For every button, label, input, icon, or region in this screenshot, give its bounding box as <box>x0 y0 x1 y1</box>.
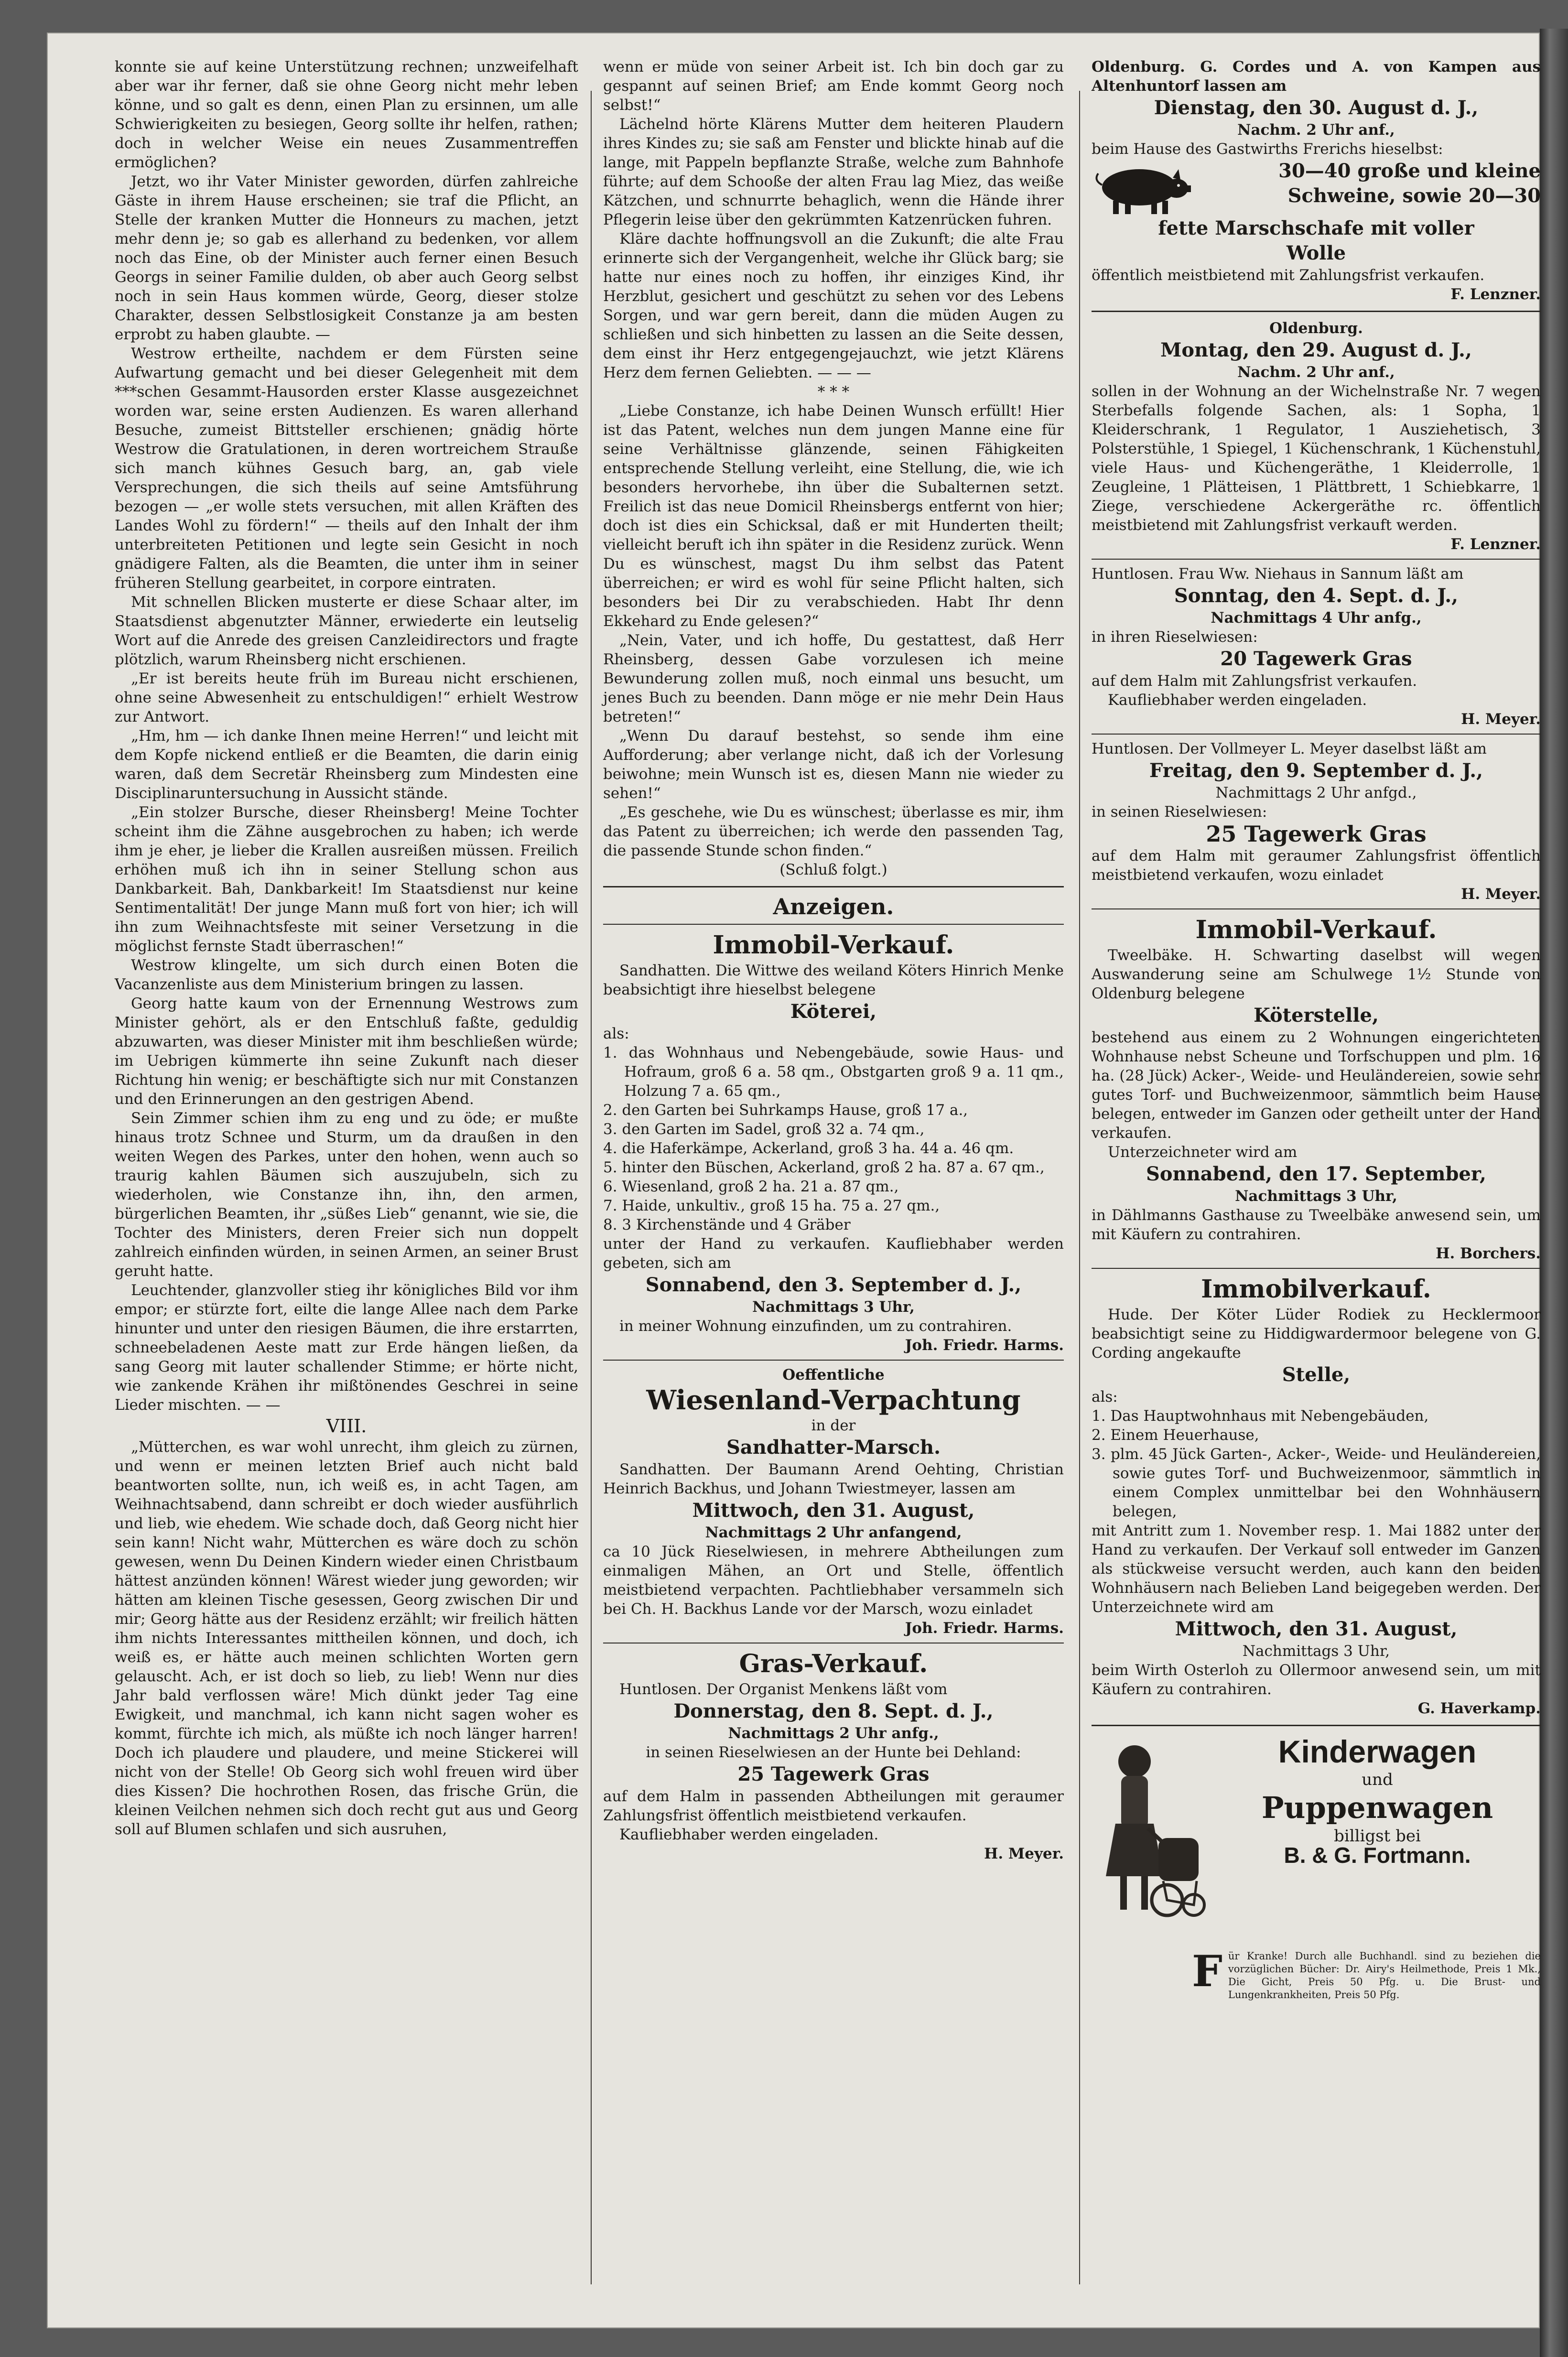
list-item: 3. den Garten im Sadel, groß 32 a. 74 qm., <box>603 1121 925 1138</box>
ad-text: ür Kranke! Durch alle Buchhandl. sind zu beziehen die vorzüglichen Bücher: Dr. Airy's Heilmethode, Preis 1 Mk., Die Gicht, Preis 50 Pfg. u. Die Brust- und Lungenkrankheiten, Preis 50 Pfg. <box>1228 1950 1541 2000</box>
paragraph: „Es geschehe, wie Du es wünschest; überlasse es mir, ihm das Patent zu überreichen; ich werde den passenden Tag, die passende Stunde schon finden.“ <box>603 804 1064 859</box>
ad-time: Nachm. 2 Uhr anf., <box>1237 364 1395 381</box>
ad-date: Sonnabend, den 3. September d. J., <box>645 1274 1022 1296</box>
section-stars: * * * <box>817 383 850 400</box>
ad-big-text: Wolle <box>1286 242 1346 264</box>
ad-kinderwagen-text <box>1214 1733 1541 1868</box>
ad-title: Puppenwagen <box>1261 1790 1493 1825</box>
ad-title: Immobil-Verkauf. <box>713 930 954 960</box>
list-item: 5. hinter den Büschen, Ackerland, groß 2 ha. 87 a. 67 qm., <box>603 1159 1045 1176</box>
ad-text: und <box>1362 1770 1393 1789</box>
ad-vollmeyer <box>1092 739 1541 904</box>
property-list <box>1092 1406 1541 1521</box>
ad-text: mit Antritt zum 1. November resp. 1. Mai 1882 unter der Hand zu verkaufen. Der Verkauf soll entweder im Ganzen als stückweise versucht werden, auch kann den beiden Wohnhäusern nach Belieben Land beigegeben werden. Der Unterzeichnete wird am <box>1092 1522 1541 1616</box>
ad-signature: Joh. Friedr. Harms. <box>905 1620 1064 1637</box>
list-item: 1. das Wohnhaus und Nebengebäude, sowie Haus- und Hofraum, groß 6 a. 58 qm., Obstgarten groß 9 a. 11 qm., Holzung 7 a. 65 qm., <box>603 1044 1064 1100</box>
divider <box>1092 559 1541 560</box>
ad-text: in Dählmanns Gasthause zu Tweelbäke anwesend sein, um mit Käufern zu contrahiren. <box>1092 1207 1541 1243</box>
ad-date: Freitag, den 9. September d. J., <box>1149 759 1483 782</box>
ad-text: beim Hause des Gastwirths Frerichs hieselbst: <box>1092 141 1443 158</box>
list-item: 6. Wiesenland, groß 2 ha. 21 a. 87 qm., <box>603 1178 899 1195</box>
ad-text: billigst bei <box>1334 1827 1421 1846</box>
ad-signature: F. Lenzner. <box>1450 536 1541 553</box>
ad-text: Tweelbäke. H. Schwarting daselbst will wegen Auswanderung seine am Schulwege 1½ Stunde von Oldenburg belegene <box>1092 947 1541 1002</box>
paragraph: „Liebe Constanze, ich habe Deinen Wunsch erfüllt! Hier ist das Patent, welches nun dem jungen Manne eine für seine Verhältnisse glänzende, seinen Fähigkeiten entsprechende Stellung verleiht, eine Stellung, die, wie ich besonders hervorhebe, ihn über die Subalternen setzt. Freilich ist das neue Domicil Rheinsbergs entfernt von hier; doch ist dies ein Schicksal, daß er mit Hunderten theilt; vielleicht beruft ich ihn später in die Residenz zurück. Wenn Du es wünschest, magst Du ihm selbst das Patent überreichen; er wird es wohl für seine Pflicht halten, sich besonders bei Dir zu verabschieden. Habt Ihr denn Ekkehard zu Ende gelesen?“ <box>603 402 1064 630</box>
ad-time: Nachmittags 2 Uhr anfgd., <box>1215 784 1417 801</box>
column-rule <box>591 91 592 2284</box>
divider <box>1092 1268 1541 1269</box>
paragraph: „Nein, Vater, und ich hoffe, Du gestattest, daß Herr Rheinsberg, dessen Gabe vorzulesen ich meine Bewunderung zollen muß, noch einmal uns besucht, um jenes Buch zu beenden. Dann möge er nie mehr Dein Haus betreten!“ <box>603 632 1064 725</box>
paragraph: „Mütterchen, es war wohl unrecht, ihm gleich zu zürnen, und wenn er meinen letzten Brief auch nicht bald beantworten sollte, nun, ich weiß es, in acht Tagen, am Weihnachtsabend, dann schreibt er doch wieder ausführlich und lieb, wie ehedem. Wie schade doch, daß Georg nicht hier sein kann! Nicht wahr, Mütterchen es wäre doch zu schön gewesen, wenn Du Deinen Kindern wieder einen Christbaum hättest anzünden können! Wärest wieder jung geworden; wir hätten am kleinen Tische gesessen, Georg zwischen Dir und mir; Georg hätte aus der Residenz erzählt; wir freilich hätten ihm nichts Interessantes mittheilen können, und doch, ich weiß es, er hätte auch meinen schlichten Worten gern gelauscht. Ach, er ist doch so lieb, zu lieb! Wenn nur dies Jahr bald verflossen wäre! Mich dünkt jeder Tag eine Ewigkeit, und manchmal, ich kann nicht sagen woher es kommt, fürchte ich mich, als müßte ich noch länger harren! Doch ich plaudere und plaudere, und meine Stickerei will nicht von der Stelle! Ob Georg sich wohl freuen wird über dies Kissen? Die hochrothen Rosen, das frische Grün, die kleinen Veilchen nehmen sich doch recht gut aus und Georg soll auf Blumen schlafen und sich ausruhen, <box>115 1438 578 1838</box>
list-item: 7. Haide, unkultiv., groß 15 ha. 75 a. 27 qm., <box>603 1197 940 1214</box>
section-number: VIII. <box>326 1416 367 1437</box>
ad-date: Mittwoch, den 31. August, <box>1175 1618 1458 1640</box>
ad-object: Stelle, <box>1282 1363 1351 1386</box>
ad-oldenburg-montag <box>1092 319 1541 554</box>
ad-text: Huntlosen. Der Vollmeyer L. Meyer daselbst läßt am <box>1092 740 1487 757</box>
ad-kinderwagen <box>1092 1733 1541 1943</box>
ad-title: Kinderwagen <box>1278 1734 1477 1769</box>
paragraph: Mit schnellen Blicken musterte er diese Schaar alter, im Staatsdienst abgenutzter Männer, erwiederte ein leutselig Wort auf die Anrede des greisen Canzleidirectors und fragte plötzlich, warum Rheinsberg nicht erschienen. <box>115 594 578 668</box>
ad-niehaus <box>1092 564 1541 729</box>
paragraph: Westrow klingelte, um sich durch einen Boten die Vacanzenliste aus dem Ministerium bringen zu lassen. <box>115 957 578 993</box>
ad-object: Köterstelle, <box>1254 1004 1379 1027</box>
divider <box>1092 908 1541 909</box>
ad-signature: H. Borchers. <box>1436 1245 1541 1262</box>
ad-text: in der <box>811 1417 856 1434</box>
ads-heading: Anzeigen. <box>773 894 894 919</box>
ad-date: Mittwoch, den 31. August, <box>692 1499 975 1522</box>
list-item: 8. 3 Kirchenstände und 4 Gräber <box>603 1216 851 1233</box>
ad-livestock <box>1092 159 1541 216</box>
ad-pretitle: Oeffentliche <box>782 1366 885 1384</box>
ad-grasverkauf <box>603 1648 1064 1863</box>
ad-signature: G. Haverkamp. <box>1417 1700 1541 1717</box>
ad-time: Nachmittags 3 Uhr, <box>752 1298 915 1316</box>
ad-text: Hude. Der Köter Lüder Rodiek zu Hecklermoor beabsichtigt seine zu Hiddigwardermoor belegene von G. Cording angekaufte <box>1092 1306 1541 1362</box>
paragraph: Westrow ertheilte, nachdem er dem Fürsten seine Aufwartung gemacht und bei dieser Gelegenheit mit dem ***schen Gesammt-Hausorden erster Klasse ausgezeichnet worden war, seine ersten Audienzen. Es waren allerhand Besuche, zumeist Bittsteller erschienen; gnädig hörte Westrow die Gratulationen, in deren wortreichem Strauße sich manch kühnes Gesuch barg, an, gab viele Versprechungen, die sich theils auf seine Amtsführung bezogen — „er wolle stets versuchen, mit allen Kräften des Landes Wohl zu fördern!“ — theils auf den Inhalt der ihm unterbreiteten Petitionen und legte sein Gesicht in noch gnädigere Falten, als die Beamten, die unter ihm in seiner früheren Stellung gearbeitet, in corpore eintraten. <box>115 345 578 592</box>
paragraph: Kläre dachte hoffnungsvoll an die Zukunft; die alte Frau erinnerte sich der Vergangenheit, welche ihr Glück barg; sie hatte nur eines noch zu hoffen, ihr einziges Kind, ihr Herzblut, gesichert und geschützt zu sehen vor des Lebens Sorgen, und war gern bereit, dann die müden Augen zu schließen und sich hinbetten zu lassen an die Seite dessen, dem einst ihr Herz entgegengejauchzt, wie jetzt Klärens Herz dem fernen Geliebten. — — — <box>603 230 1064 381</box>
list-item: 2. den Garten bei Suhrkamps Hause, groß 17 a., <box>603 1102 968 1119</box>
divider <box>603 886 1064 887</box>
paragraph: „Ein stolzer Bursche, dieser Rheinsberg! Meine Tochter scheint ihm die Zähne ausgebrochen zu haben; ich werde ihm je eher, je lieber die Krallen ausreißen müssen. Freilich erhöhen muß ich ihn in seiner Stellung schon aus Dankbarkeit. Bah, Dankbarkeit! Im Staatsdienst nur keine Sentimentalität! Der junge Mann muß fort von hier; ich will ihn zum Weihnachtsfeste mit seiner Versetzung in die möglichst fernste Stadt überraschen!“ <box>115 804 578 955</box>
ad-time: Nachmittags 2 Uhr anfangend, <box>705 1524 962 1541</box>
ad-signature: H. Meyer. <box>1461 886 1541 903</box>
ad-text: in seinen Rieselwiesen an der Hunte bei Dehland: <box>646 1744 1021 1761</box>
ad-title: Gras-Verkauf. <box>739 1649 928 1678</box>
ad-time: Nachm. 2 Uhr anf., <box>1237 121 1395 139</box>
ad-koeterei <box>603 930 1064 1355</box>
ad-title: Immobilverkauf. <box>1201 1275 1431 1304</box>
paragraph: „Hm, hm — ich danke Ihnen meine Herren!“ und leicht mit dem Kopfe nickend entließ er die Beamten, die darin einig waren, daß dem Secretär Rheinsberg zum Mindesten eine Disciplinaruntersuchung in Aussicht stände. <box>115 727 578 802</box>
ad-text: in meiner Wohnung einzufinden, um zu contrahiren. <box>619 1318 1012 1335</box>
paragraph: „Wenn Du darauf bestehst, so sende ihm eine Aufforderung; aber verlange nicht, daß ich der Vorlesung beiwohne; mein Wunsch ist es, diesen Mann nie wieder zu sehen!“ <box>603 727 1064 802</box>
ad-object: Köterei, <box>790 1000 877 1023</box>
ad-text: in seinen Rieselwiesen: <box>1092 803 1267 821</box>
ad-big-text: 30—40 große und kleine <box>1278 160 1541 182</box>
ad-date: Sonntag, den 4. Sept. d. J., <box>1174 584 1459 607</box>
ad-time: Nachmittags 3 Uhr, <box>1235 1188 1397 1205</box>
ad-firm: B. & G. Fortmann. <box>1284 1843 1471 1868</box>
ad-text: sollen in der Wohnung an der Wichelnstraße Nr. 7 wegen Sterbefalls folgende Sachen, als: 1 Sopha, 1 Kleiderschrank, 1 Regulator, 1 Ausziehetisch, 3 Polsterstühle, 1 Spiegel, 1 Küchenschrank, 1 Küchenstuhl, viele Haus- und Küchengeräthe, 1 Kleiderrolle, 1 Zeugleine, 1 Plätteisen, 1 Plättbrett, 1 Schiebkarre, 1 Ziege, verschiedene Ackergeräthe rc. öffentlich meistbietend mit Zahlungsfrist verkauft werden. <box>1092 383 1541 534</box>
ad-signature: H. Meyer. <box>1461 711 1541 728</box>
ad-text: Sandhatten. Die Wittwe des weiland Köters Hinrich Menke beabsichtigt ihre hieselbst belegene <box>603 962 1064 998</box>
ad-schweine <box>1092 57 1541 304</box>
ad-koeterstelle <box>1092 914 1541 1263</box>
column-2 <box>603 57 1064 1863</box>
ad-text: Huntlosen. Der Organist Menkens läßt vom <box>619 1681 948 1698</box>
divider <box>1092 311 1541 312</box>
list-item: 1. Das Hauptwohnhaus mit Nebengebäuden, <box>1092 1407 1429 1425</box>
ad-text: auf dem Halm mit geraumer Zahlungsfrist öffentlich meistbietend verkaufen, wozu einladet <box>1092 847 1541 884</box>
ad-text: öffentlich meistbietend mit Zahlungsfrist verkaufen. <box>1092 267 1485 284</box>
ad-title: Wiesenland-Verpachtung <box>646 1384 1021 1416</box>
ad-signature: F. Lenzner. <box>1450 286 1541 303</box>
ad-text: Kaufliebhaber werden eingeladen. <box>1108 692 1367 709</box>
ad-big-text: 20 Tagewerk Gras <box>1220 648 1412 670</box>
divider <box>1092 1725 1541 1726</box>
ad-signature: H. Meyer. <box>984 1845 1064 1862</box>
ad-text: bestehend aus einem zu 2 Wohnungen eingerichteten Wohnhause nebst Scheune und Torfschuppen und plm. 16 ha. (28 Jück) Acker-, Weide- und Heuländereien, sowie sehr gutes Torf- und Buchweizenmoor, sämmtlich beim Hause belegen, entweder im Ganzen oder getheilt unter der Hand verkaufen. <box>1092 1029 1541 1142</box>
paragraph: „Er ist bereits heute früh im Bureau nicht erschienen, ohne seine Abwesenheit zu entschuldigen!“ erhielt Westrow zur Antwort. <box>115 670 578 725</box>
divider <box>1092 734 1541 735</box>
child-with-pram-icon <box>1092 1733 1206 1943</box>
column-3 <box>1092 57 1541 2001</box>
paragraph: Georg hatte kaum von der Ernennung Westrows zum Minister gehört, als er den Entschluß faßte, geduldig abzuwarten, was dieser Minister mit ihm beschließen würde; im Uebrigen kümmerte ihn seine Zukunft nach dieser Richtung hin wenig; er beschäftigte sich nur mit Constanzen und den Erinnerungen an den gestrigen Abend. <box>115 995 578 1108</box>
ad-text: als: <box>1092 1388 1118 1406</box>
ad-text: als: <box>603 1025 629 1042</box>
paragraph: wenn er müde von seiner Arbeit ist. Ich bin doch gar zu gespannt auf seinen Brief; am Ende kommt Georg noch selbst!“ <box>603 58 1064 114</box>
page-edge <box>1540 29 1568 2357</box>
ad-time: Nachmittags 2 Uhr anfg., <box>728 1725 939 1742</box>
property-list <box>603 1043 1064 1234</box>
ad-place: Oldenburg. <box>1269 320 1363 337</box>
ad-time: Nachmittags 3 Uhr, <box>1242 1643 1390 1660</box>
ad-text: auf dem Halm in passenden Abtheilungen mit geraumer Zahlungsfrist öffentlich meistbietend verkaufen. <box>603 1788 1064 1824</box>
list-item: 3. plm. 45 Jück Garten-, Acker-, Weide- und Heuländereien, sowie gutes Torf- und Buchweizenmoor, sämmtlich in einem Complex unmittelbar bei den Wohnhäusern belegen, <box>1092 1446 1541 1520</box>
ad-text: unter der Hand zu verkaufen. Kaufliebhaber werden gebeten, sich am <box>603 1235 1064 1272</box>
ad-text: Huntlosen. Frau Ww. Niehaus in Sannum läßt am <box>1092 565 1464 583</box>
ad-text: Kaufliebhaber werden eingeladen. <box>619 1826 879 1843</box>
ad-text: in ihren Rieselwiesen: <box>1092 628 1258 646</box>
ad-time: Nachmittags 4 Uhr anfg., <box>1211 609 1422 627</box>
ad-stelle <box>1092 1274 1541 1718</box>
divider <box>603 924 1064 925</box>
ad-text: ca 10 Jück Rieselwiesen, in mehrere Abtheilungen zum einmaligen Mähen, an Ort und Stelle, öffentlich meistbietend verpachten. Pachtliebhaber versammeln sich bei Ch. H. Backhus Lande vor der Marsch, wozu einladet <box>603 1543 1064 1618</box>
ad-date: Dienstag, den 30. August d. J., <box>1154 97 1479 119</box>
ad-big-text: fette Marschschafe mit voller <box>1158 217 1474 239</box>
ad-kranke <box>1192 1946 1541 2001</box>
ad-wiesenland <box>603 1365 1064 1638</box>
column-rule <box>1079 91 1080 2284</box>
list-item: 2. Einem Heuerhause, <box>1092 1427 1259 1444</box>
ad-date: Montag, den 29. August d. J., <box>1160 339 1472 361</box>
ad-title: Immobil-Verkauf. <box>1195 915 1437 944</box>
paragraph: Leuchtender, glanzvoller stieg ihr königliches Bild vor ihm empor; er stürzte fort, eilte die lange Allee nach dem Parke hinunter und unter den riesigen Bäumen, die ihre erstarrten, schneebeladenen Aeste matt zur Erde hängen ließen, da sang Georg mit lauter schallender Stimme; er hörte nicht, wie zankende Krähen ihr mißtönendes Geschrei in seine Lieder mischten. — — <box>115 1282 578 1414</box>
ad-text: auf dem Halm mit Zahlungsfrist verkaufen. <box>1092 672 1417 690</box>
ad-big-text: 25 Tagewerk Gras <box>1206 821 1427 847</box>
continued-note: (Schluß folgt.) <box>779 861 887 878</box>
paragraph: Sein Zimmer schien ihm zu eng und zu öde; er mußte hinaus trotz Schnee und Sturm, um da draußen in den weiten Wegen des Parkes, unter den hohen, wenn auch so traurig kahlen Bäumen sich auszujubeln, sich zu wiederholen, wie Constanze ihn, ihn, den armen, bürgerlichen Beamten, ihr „süßes Lieb“ genannt, wie sie, die Tochter des Ministers, deren Freier sich nun doppelt zahlreich einfinden würden, in seinen Armen, an seiner Brust geruht hatte. <box>115 1110 578 1280</box>
ad-text: Unterzeichneter wird am <box>1108 1144 1298 1161</box>
list-item: 4. die Haferkämpe, Ackerland, groß 3 ha. 44 a. 46 qm. <box>603 1140 1014 1157</box>
ad-big-text: 25 Tagewerk Gras <box>737 1763 930 1785</box>
drop-initial: F <box>1192 1946 1222 1997</box>
ad-text: Sandhatten. Der Baumann Arend Oehting, Christian Heinrich Backhus, und Johann Twiestmeyer, lassen am <box>603 1461 1064 1497</box>
paragraph: Jetzt, wo ihr Vater Minister geworden, dürfen zahlreiche Gäste in ihrem Hause erscheinen; sie traf die Pflicht, an Stelle der kranken Mutter die Honneurs zu machen, jetzt mehr denn je; so gab es allerhand zu bedenken, vor allem noch das Eine, ob der Minister auch ferner einen Besuch Georgs in seiner Familie dulden, ob aber auch Georg selbst noch in sein Haus kommen würde, Georg, dieser stolze Charakter, dessen Selbstlosigkeit Constanze ja am besten erprobt zu haben glaubte. — <box>115 173 578 343</box>
ad-text: Oldenburg. G. Cordes und A. von Kampen aus Altenhuntorf lassen am <box>1092 58 1541 95</box>
pig-icon <box>1092 159 1192 216</box>
ad-date: Sonnabend, den 17. September, <box>1146 1163 1486 1185</box>
ad-big-text: Schweine, sowie 20—30 <box>1287 184 1541 207</box>
ad-signature: Joh. Friedr. Harms. <box>905 1337 1064 1354</box>
paragraph: konnte sie auf keine Unterstützung rechnen; unzweifelhaft aber war ihr ferner, daß sie ohne Georg nicht mehr leben könne, und so galt es denn, einen Plan zu ersinnen, um alle Schwierigkeiten zu besiegen, Georg sollte ihr helfen, rathen; doch in welcher Weise ein neues Zusammentreffen ermöglichen? <box>115 58 578 171</box>
paragraph: Lächelnd hörte Klärens Mutter dem heiteren Plaudern ihres Kindes zu; sie saß am Fenster und blickte hinab auf die lange, mit Pappeln bepflanzte Straße, welche zum Bahnhofe führte; auf dem Schooße der alten Frau lag Miez, das weiße Kätzchen, und schnurrte behaglich, wenn die Hände ihrer Pflegerin leise über den gekrümmten Katzenrücken fuhren. <box>603 116 1064 228</box>
divider <box>603 1360 1064 1361</box>
column-1 <box>115 57 578 1839</box>
ad-text: beim Wirth Osterloh zu Ollermoor anwesend sein, um mit Käufern zu contrahiren. <box>1092 1662 1541 1698</box>
ad-date: Donnerstag, den 8. Sept. d. J., <box>673 1700 994 1722</box>
ad-place: Sandhatter-Marsch. <box>726 1436 941 1459</box>
